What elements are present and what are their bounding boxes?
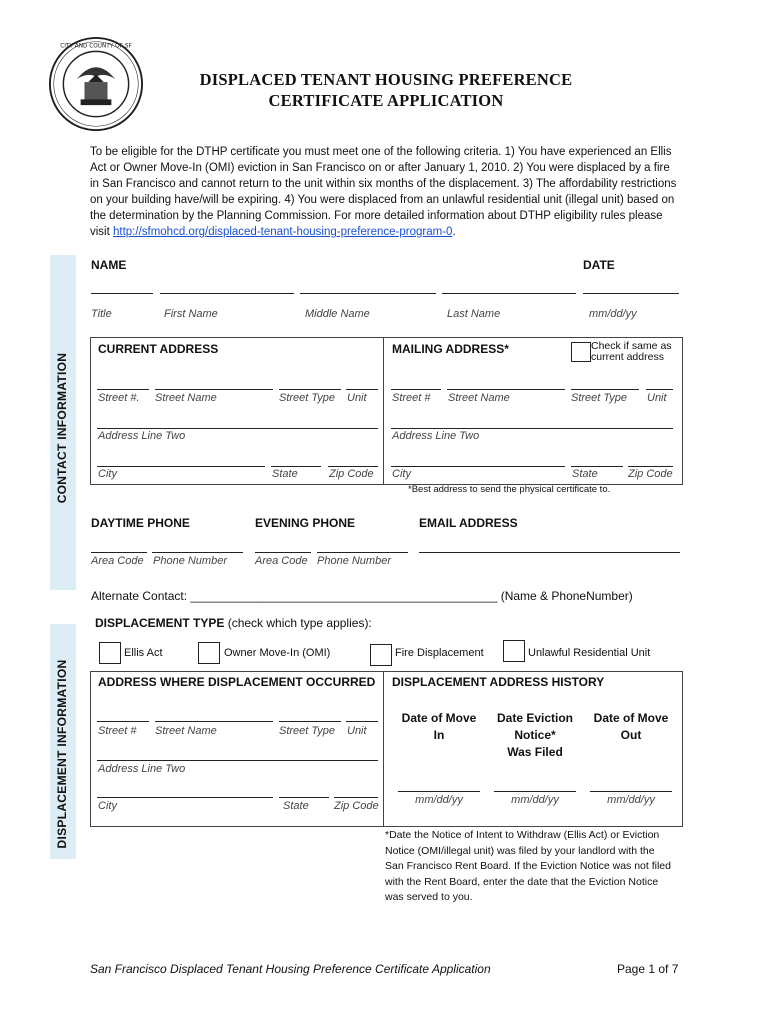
title-field[interactable] (91, 293, 153, 294)
disp-street-name-caption: Street Name (155, 725, 217, 737)
title-caption: Title (91, 308, 112, 320)
eviction-notice-line2: Notice* (514, 728, 556, 742)
disp-street-type-field[interactable] (279, 721, 341, 722)
mailing-city-caption: City (392, 468, 411, 480)
disp-street-no-field[interactable] (97, 721, 149, 722)
unlawful-unit-label: Unlawful Residential Unit (528, 647, 651, 659)
last-name-field[interactable] (442, 293, 576, 294)
mailing-zip-caption: Zip Code (628, 468, 673, 480)
page-subtitle: CERTIFICATE APPLICATION (268, 91, 504, 110)
eviction-date-field[interactable] (494, 791, 576, 792)
first-name-caption: First Name (164, 308, 218, 320)
current-zip-caption: Zip Code (329, 468, 374, 480)
mailing-street-type-field[interactable] (571, 389, 639, 390)
current-street-no-caption: Street #. (98, 392, 140, 404)
day-area-code-caption: Area Code (91, 555, 144, 567)
disp-address-two-field[interactable] (97, 760, 378, 761)
move-out-date-field[interactable] (590, 791, 672, 792)
current-address-heading: CURRENT ADDRESS (98, 342, 219, 356)
current-street-name-field[interactable] (155, 389, 273, 390)
displacement-type-hint: (check which type applies): (227, 616, 372, 630)
mailing-city-field[interactable] (391, 466, 565, 467)
disp-zip-field[interactable] (334, 797, 378, 798)
eviction-notice-heading (490, 710, 580, 761)
disp-street-no-caption: Street # (98, 725, 137, 737)
mailing-address-two-caption: Address Line Two (392, 430, 480, 442)
current-city-field[interactable] (97, 466, 265, 467)
move-out-date-caption: mm/dd/yy (607, 794, 655, 806)
current-unit-field[interactable] (346, 389, 378, 390)
eviction-notice-line1: Date Eviction (496, 711, 574, 725)
dthp-link[interactable]: http://sfmohcd.org/displaced-tenant-housing-preference-program-0 (113, 226, 453, 238)
move-in-date-caption: mm/dd/yy (415, 794, 463, 806)
mailing-unit-field[interactable] (646, 389, 673, 390)
mailing-state-caption: State (572, 468, 598, 480)
eviction-notice-line3: Was Filed (507, 745, 563, 759)
disp-unit-caption: Unit (347, 725, 367, 737)
omi-checkbox[interactable] (198, 642, 220, 664)
displacement-type-heading (95, 616, 372, 630)
current-city-caption: City (98, 468, 117, 480)
eligibility-period: . (452, 226, 456, 238)
page-number: Page 1 of 7 (617, 962, 679, 976)
current-unit-caption: Unit (347, 392, 367, 404)
disp-state-field[interactable] (279, 797, 329, 798)
eligibility-text: To be eligible for the DTHP certificate you must meet one of the following criteria. 1) You have experienced an Ellis Act or Owner Move-In (OMI) eviction in San Francisco on or after January 1, 2010. 2) You were displaced by a fire in San Francisco and cannot return to the unit within six months of the displacement. 3) The affordability restrictions on your building have/will be expiring. 4) You were displaced from an unlawful residential unit (illegal unit) based on the determination by the Planning Commission. For more detailed information about DTHP eligibility rules please visit (90, 146, 677, 238)
last-name-caption: Last Name (447, 308, 501, 320)
displacement-type-title: DISPLACEMENT TYPE (95, 616, 225, 630)
current-street-name-caption: Street Name (155, 392, 217, 404)
evening-area-code-field[interactable] (255, 552, 311, 553)
move-out-heading: Date of Move Out (593, 711, 669, 742)
current-state-field[interactable] (271, 466, 321, 467)
ellis-act-label: Ellis Act (124, 647, 163, 659)
eviction-date-caption: mm/dd/yy (511, 794, 559, 806)
mailing-street-type-caption: Street Type (571, 392, 628, 404)
same-as-current-line1: Check if same as (591, 340, 672, 352)
disp-address-two-caption: Address Line Two (98, 763, 186, 775)
mailing-note: *Best address to send the physical certificate to. (408, 484, 611, 495)
middle-name-field[interactable] (300, 293, 436, 294)
displacement-address-heading: ADDRESS WHERE DISPLACEMENT OCCURRED (98, 675, 376, 689)
fire-displacement-label: Fire Displacement (395, 647, 484, 659)
date-field[interactable] (583, 293, 679, 294)
same-as-current-checkbox[interactable] (571, 342, 591, 362)
alternate-contact-field[interactable]: Alternate Contact: ______________________________________________ (Name & PhoneNumber) (91, 589, 633, 603)
mailing-zip-field[interactable] (628, 466, 673, 467)
same-as-current-line2: current address (591, 351, 664, 363)
current-address-two-field[interactable] (97, 428, 378, 429)
current-address-two-caption: Address Line Two (98, 430, 186, 442)
mailing-street-no-caption: Street # (392, 392, 431, 404)
footer-doc-title: San Francisco Displaced Tenant Housing Preference Certificate Application (90, 962, 491, 976)
address-history-heading: DISPLACEMENT ADDRESS HISTORY (392, 675, 605, 689)
current-address-box (90, 337, 384, 485)
eviction-footnote: *Date the Notice of Intent to Withdraw (Ellis Act) or Eviction Notice (OMI/illegal unit) was filed by your landlord with the San Francisco Rent Board. If the Eviction Notice was not filed with the Rent Board, enter the date that the Eviction Notice was served to you. (385, 829, 671, 903)
evening-phone-label: EVENING PHONE (255, 516, 356, 530)
disp-city-field[interactable] (97, 797, 273, 798)
disp-unit-field[interactable] (346, 721, 378, 722)
middle-name-caption: Middle Name (305, 308, 370, 320)
page-title: DISPLACED TENANT HOUSING PREFERENCE (199, 70, 573, 89)
city-seal-icon (48, 36, 144, 132)
ellis-act-checkbox[interactable] (99, 642, 121, 664)
displacement-side-label: DISPLACEMENT INFORMATION (55, 659, 69, 849)
day-phone-caption: Phone Number (153, 555, 227, 567)
unlawful-unit-checkbox[interactable] (503, 640, 525, 662)
same-as-current-label (591, 341, 672, 363)
disp-state-caption: State (283, 800, 309, 812)
disp-street-type-caption: Street Type (279, 725, 336, 737)
evening-phone-field[interactable] (317, 552, 408, 553)
date-caption: mm/dd/yy (589, 308, 637, 320)
disp-street-name-field[interactable] (155, 721, 273, 722)
email-field[interactable] (419, 552, 680, 553)
contact-side-label: CONTACT INFORMATION (55, 352, 69, 504)
disp-city-caption: City (98, 800, 117, 812)
eligibility-paragraph (90, 144, 680, 240)
disp-zip-caption: Zip Code (334, 800, 379, 812)
date-label: DATE (583, 258, 615, 272)
svg-text:CITY AND COUNTY OF SF: CITY AND COUNTY OF SF (60, 43, 132, 50)
fire-displacement-checkbox[interactable] (370, 644, 392, 666)
move-in-heading: Date of Move In (401, 711, 477, 742)
email-label: EMAIL ADDRESS (419, 516, 518, 530)
name-label: NAME (91, 258, 127, 272)
evening-area-code-caption: Area Code (255, 555, 308, 567)
first-name-field[interactable] (160, 293, 294, 294)
current-street-no-field[interactable] (97, 389, 149, 390)
day-area-code-field[interactable] (91, 552, 147, 553)
evening-phone-caption: Phone Number (317, 555, 391, 567)
mailing-street-no-field[interactable] (391, 389, 441, 390)
mailing-street-name-caption: Street Name (448, 392, 510, 404)
current-zip-field[interactable] (328, 466, 378, 467)
mailing-address-heading: MAILING ADDRESS* (392, 342, 509, 356)
move-in-date-field[interactable] (398, 791, 480, 792)
current-state-caption: State (272, 468, 298, 480)
current-street-type-field[interactable] (279, 389, 341, 390)
mailing-street-name-field[interactable] (447, 389, 565, 390)
daytime-phone-label: DAYTIME PHONE (91, 516, 190, 530)
mailing-unit-caption: Unit (647, 392, 667, 404)
mailing-address-two-field[interactable] (391, 428, 673, 429)
omi-label: Owner Move-In (OMI) (224, 647, 331, 659)
day-phone-field[interactable] (152, 552, 243, 553)
mailing-state-field[interactable] (571, 466, 623, 467)
current-street-type-caption: Street Type (279, 392, 336, 404)
